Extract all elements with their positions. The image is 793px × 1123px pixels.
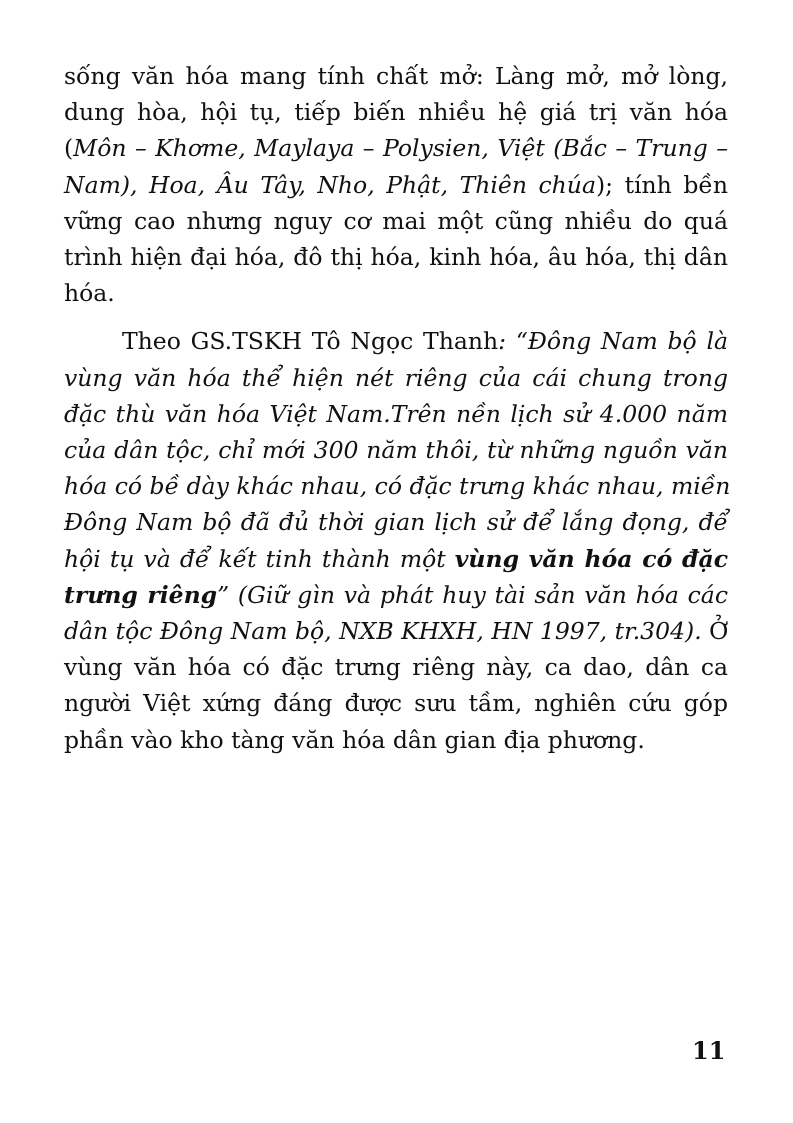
text-run: Theo GS.TSKH Tô Ngọc Thanh [122,327,499,356]
text-line: hóa. [64,279,115,308]
italic-run: hội tụ và để kết tinh thành một [64,544,455,573]
text-run: ); tính bền [595,170,728,199]
page-body [64,58,731,758]
text-line: phần vào kho tàng văn hóa dân gian địa phương. [64,725,645,754]
italic-run: : “Đông Nam bộ là [498,327,728,356]
paragraph-2 [64,323,731,757]
text-line: sống văn hóa mang tính chất mở: Làng mở, mở lòng, [64,62,728,90]
text-line [64,541,728,577]
italic-run: vùng văn hóa thể hiện nét riêng của cái chung trong [64,363,728,392]
text-line [64,130,728,166]
italic-run: Môn – Khơme, Maylaya – Polysien, Việt (Bắc – Trung – [73,134,728,163]
text-line [64,504,728,540]
text-line: vùng văn hóa có đặc trưng riêng này, ca dao, dân ca [64,653,728,682]
italic-run: của dân tộc, chỉ mới 300 năm thôi, từ những nguồn văn [64,436,728,465]
text-line [64,360,728,396]
paragraph-1 [64,58,728,311]
italic-run: ” (Giữ gìn và phát huy tài sản văn hóa các [217,580,728,609]
text-line: trình hiện đại hóa, đô thị hóa, kinh hóa, âu hóa, thị dân [64,243,728,272]
italic-run: đặc thù văn hóa Việt Nam.Trên nền lịch sử 4.000 năm [64,399,728,428]
italic-run: Đông Nam bộ đã đủ thời gian lịch sử để lắng đọng, để [64,508,728,537]
text-line [64,396,728,432]
text-line: dung hòa, hội tụ, tiếp biến nhiều hệ giá trị văn hóa [64,98,728,127]
text-line [64,468,731,504]
bold-italic-run: trưng riêng [64,580,218,609]
italic-run: Nam), Hoa, Âu Tây, Nho, Phật, Thiên chúa [64,170,596,199]
page-number: 11 [692,1036,726,1065]
text-line [64,577,728,613]
text-run: Ở [701,617,729,646]
italic-run: dân tộc Đông Nam bộ, NXB KHXH, HN 1997, tr.304). [64,617,702,646]
text-run: ( [64,134,74,163]
text-line: vững cao nhưng nguy cơ mai một cũng nhiều do quá [64,206,728,235]
text-line [64,432,728,468]
text-line [64,323,728,359]
text-line [64,167,728,203]
italic-run: hóa có bề dày khác nhau, có đặc trưng khác nhau, miền [64,472,731,501]
bold-italic-run: vùng văn hóa có đặc [454,544,728,573]
text-line [64,613,728,649]
text-line: người Việt xứng đáng được sưu tầm, nghiên cứu góp [64,689,728,718]
